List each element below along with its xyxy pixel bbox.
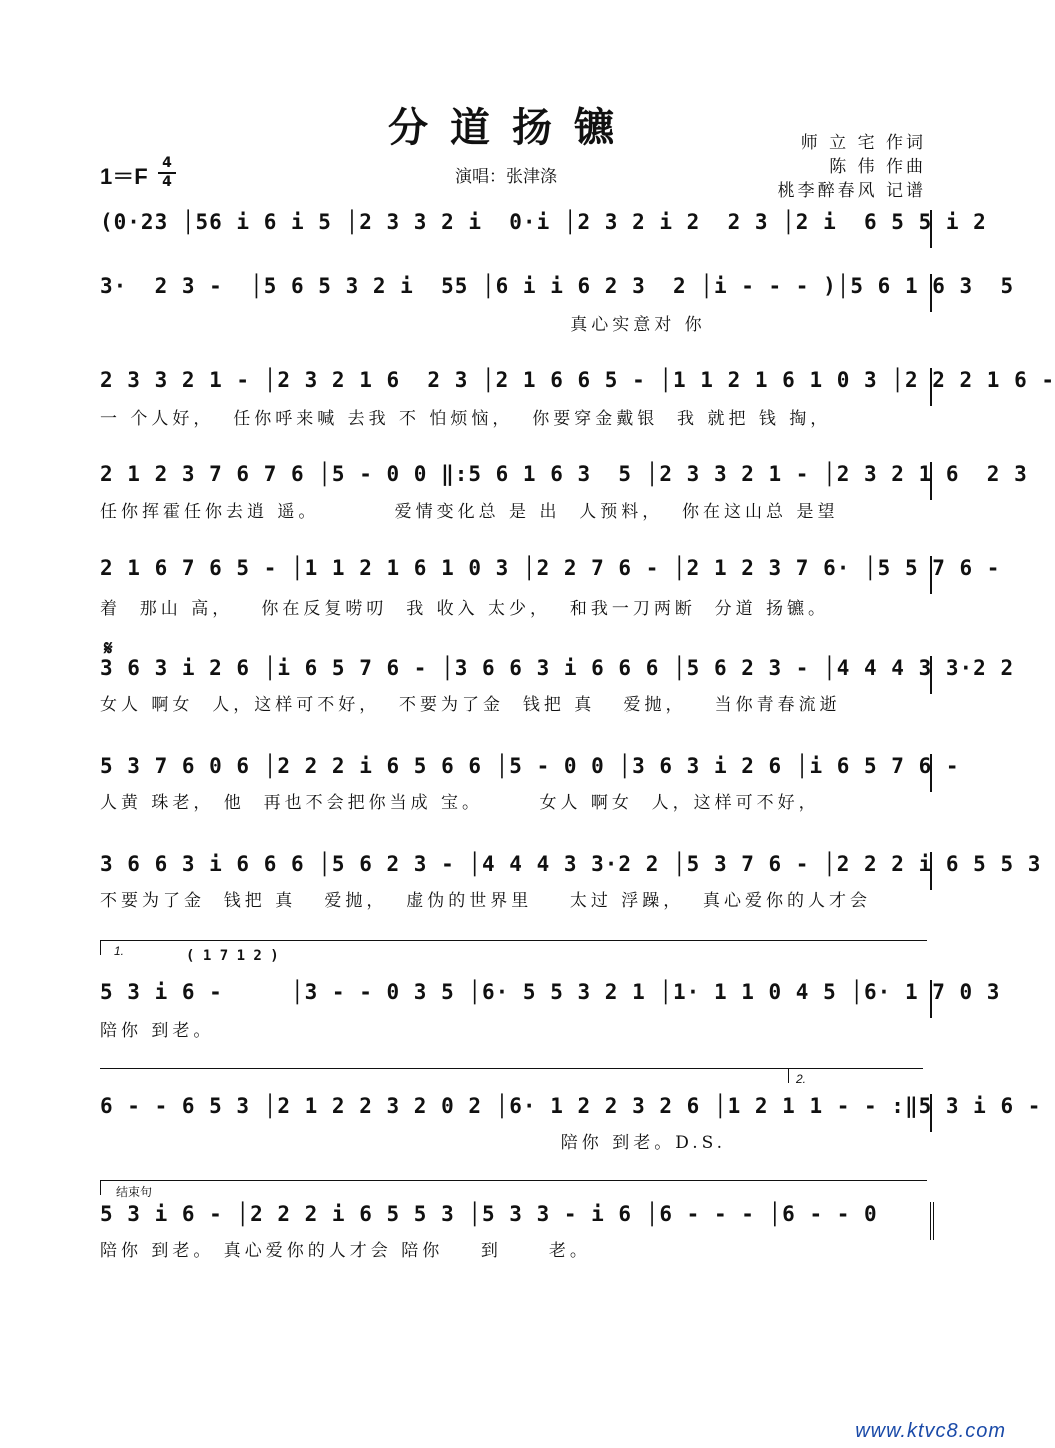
staff-lyrics: 着 那山 高， 你在反复唠叨 我 收入 太少， 和我一刀两断 分道 扬镳。 [100, 599, 830, 619]
staff-notes: 6 - - 6 5 3 │2 1 2 2 3 2 0 2 │6· 1 2 2 3 2 6 │1 2 1 1 - - :‖5 3 i 6 - [100, 1094, 932, 1132]
singer-credit: 演唱：张津涤 [455, 167, 557, 187]
ending-phrase-label: 结束句 [116, 1185, 153, 1199]
staff-lyrics: 人黄 珠老， 他 再也不会把你当成 宝。 女人 啊女 人，这样可不好， [100, 793, 820, 813]
staff-lyrics: 任你挥霍任你去逍 遥。 爱情变化总 是 出 人预料， 你在这山总 是望 [100, 502, 839, 522]
second-ending-bracket [788, 1068, 923, 1083]
staff-notes: 3 6 6 3 i 6 6 6 │5 6 2 3 - │4 4 4 3 3·2 2 │5 3 7 6 - │2 2 2 i 6 5 5 3 [100, 852, 932, 890]
staff-notes: 3 6 3 i 2 6 │i 6 5 7 6 - │3 6 6 3 i 6 6 6 │5 6 2 3 - │4 4 4 3 3·2 2 [100, 656, 932, 694]
song-title: 分道扬镳 [388, 104, 636, 151]
staff-notes: 5 3 i 6 - │2 2 2 i 6 5 5 3 │5 3 3 - i 6 │6 - - - │6 - - 0 [100, 1202, 934, 1240]
ending-line [100, 1068, 788, 1069]
staff-notes: 5 3 i 6 - │3 - - 0 3 5 │6· 5 5 3 2 1 │1· 1 1 0 4 5 │6· 1 7 0 3 [100, 980, 932, 1018]
staff-notes: 2 3 3 2 1 - │2 3 2 1 6 2 3 │2 1 6 6 5 - │1 1 2 1 6 1 0 3 │2 2 2 1 6 - [100, 368, 932, 406]
lyricist-credit: 师 立 宅 作词 [800, 133, 926, 153]
staff-lyrics: 陪你 到老。 真心爱你的人才会 陪你 到 老。 [100, 1241, 591, 1261]
time-signature-bottom: 4 [162, 174, 172, 190]
ornament-notes: ( 1 7 1 2 ) [186, 948, 279, 964]
staff-lyrics: 真心实意对 你 [100, 315, 706, 335]
staff-lyrics: 不要为了金 钱把 真 爱抛， 虚伪的世界里 太过 浮躁， 真心爱你的人才会 [100, 891, 872, 911]
composer-credit: 陈 伟 作曲 [829, 157, 926, 177]
staff-lyrics: 陪你 到老。 [100, 1021, 215, 1041]
second-ending-label: 2. [796, 1072, 807, 1086]
staff-notes: 3· 2 3 - │5 6 5 3 2 i 55 │6 i i 6 2 3 2 │i - - - )│5 6 1 6 3 5 [100, 274, 932, 312]
staff-notes: 2 1 6 7 6 5 - │1 1 2 1 6 1 0 3 │2 2 7 6 - │2 1 2 3 7 6· │5 5 7 6 - [100, 556, 932, 594]
segno-sign: 𝄋 [104, 636, 113, 660]
staff-notes: (0·23 │56 i 6 i 5 │2 3 3 2 i 0·i │2 3 2 i 2 2 3 │2 i 6 5 5 i 2 [100, 210, 932, 248]
time-signature-top: 4 [162, 155, 172, 171]
key-signature: 1＝F [100, 164, 148, 189]
ending-phrase-bracket [100, 1180, 927, 1195]
first-ending-label: 1. [114, 944, 125, 958]
staff-lyrics: 女人 啊女 人，这样可不好， 不要为了金 钱把 真 爱抛， 当你青春流逝 [100, 695, 841, 715]
time-signature [158, 156, 176, 190]
staff-notes: 5 3 7 6 0 6 │2 2 2 i 6 5 6 6 │5 - 0 0 │3 6 3 i 2 6 │i 6 5 7 6 - [100, 754, 932, 792]
staff-lyrics: 陪你 到老。D.S. [100, 1133, 727, 1153]
transcriber-credit: 桃李醉春风 记谱 [777, 181, 926, 201]
site-watermark: www.ktvc8.com [855, 1420, 1006, 1442]
staff-notes: 2 1 2 3 7 6 7 6 │5 - 0 0 ‖:5 6 1 6 3 5 │2 3 3 2 1 - │2 3 2 1 6 2 3 [100, 462, 932, 500]
staff-lyrics: 一 个人好， 任你呼来喊 去我 不 怕烦恼， 你要穿金戴银 我 就把 钱 掏， [100, 409, 832, 429]
